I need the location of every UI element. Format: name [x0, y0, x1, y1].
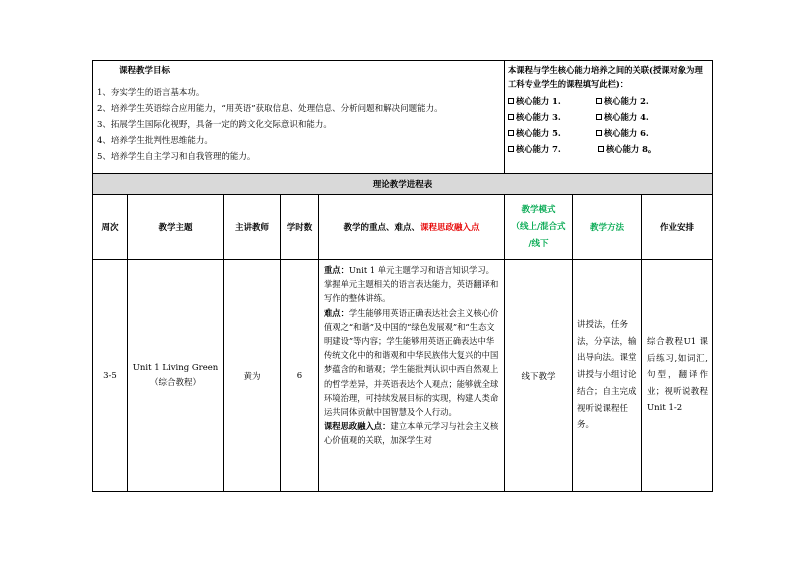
- core-ability-2[interactable]: 核心能力 2.: [596, 95, 686, 108]
- checkbox-icon[interactable]: [596, 130, 602, 136]
- cell-content: 重点：Unit 1 单元主题学习和语言知识学习。掌握单元主题相关的语言表达能力，英语翻译和写作的整体讲练。 难点：学生能够用英语正确表达社会主义核心价值观之“和谐”及中国的“绿色发展观”和“生态文明建设”等内容；学生能够用英语正确表达中华传统文化中的和谐观和中华民族伟大复兴的中国梦蕴含的和谐观；学生能批判认识中西自然观上的哲学差异，并英语表达个人观点；能够就全球环境治理，可持续发展目标的实现，构建人类命运共同体贡献中国智慧及个人行动。 课程思政融入点：建立本单元学习与社会主义核心价值观的关联，加深学生对: [319, 260, 505, 492]
- core-ability-8[interactable]: 核心能力 8。: [596, 143, 686, 156]
- checkbox-icon[interactable]: [508, 146, 514, 152]
- cell-teacher: 黄为: [224, 260, 281, 492]
- core-ability-7[interactable]: 核心能力 7.: [508, 143, 596, 156]
- header-topic: 教学主题: [128, 195, 224, 260]
- core-ability-4[interactable]: 核心能力 4.: [596, 111, 686, 124]
- header-mode: 教学模式 （线上/混合式 /线下: [505, 195, 573, 260]
- core-ability-1[interactable]: 核心能力 1.: [508, 95, 596, 108]
- schedule-table: [92, 173, 713, 492]
- header-week: 周次: [93, 195, 128, 260]
- checkbox-icon[interactable]: [508, 130, 514, 136]
- cell-topic: Unit 1 Living Green （综合教程）: [128, 260, 224, 492]
- cell-week: 3-5: [93, 260, 128, 492]
- objectives-title: 课程教学目标: [119, 66, 171, 76]
- checkbox-icon[interactable]: [508, 114, 514, 120]
- cell-homework: 综合教程U1 课后练习,如词汇,句型，翻译作业；视听说教程 Unit 1-2: [642, 260, 713, 492]
- objectives-cell: [93, 61, 505, 176]
- checkbox-icon[interactable]: [596, 98, 602, 104]
- header-content: 教学的重点、难点、课程思政融入点: [319, 195, 505, 260]
- objective-item-3: 3、拓展学生国际化视野，具备一定的跨文化交际意识和能力。: [97, 120, 332, 130]
- cell-hours: 6: [281, 260, 319, 492]
- cell-method: 讲授法，任务法，分享法，输出导向法。课堂讲授与小组讨论结合；自主完成视听说课程任务。: [573, 260, 642, 492]
- header-hours: 学时数: [281, 195, 319, 260]
- objective-item-2: 2、培养学生英语综合应用能力，“用英语”获取信息、处理信息、分析问题和解决问题能力。: [97, 104, 443, 114]
- header-homework: 作业安排: [642, 195, 713, 260]
- core-ability-cell: [505, 61, 713, 176]
- header-teacher: 主讲教师: [224, 195, 281, 260]
- cell-mode: 线下教学: [505, 260, 573, 492]
- table-row: [93, 260, 713, 492]
- core-ability-title: 本课程与学生核心能力培养之间的关联(授课对象为理工科专业学生的课程填写此栏)：: [508, 65, 703, 89]
- checkbox-icon[interactable]: [508, 98, 514, 104]
- schedule-title: 理论教学进程表: [93, 174, 713, 195]
- checkbox-icon[interactable]: [596, 114, 602, 120]
- checkbox-icon[interactable]: [598, 146, 604, 152]
- core-ability-6[interactable]: 核心能力 6.: [596, 127, 686, 140]
- objective-item-4: 4、培养学生批判性思维能力。: [97, 136, 213, 146]
- objective-item-5: 5、培养学生自主学习和自我管理的能力。: [97, 152, 256, 162]
- header-method: 教学方法: [573, 195, 642, 260]
- objective-item-1: 1、夯实学生的语言基本功。: [97, 88, 205, 98]
- core-ability-5[interactable]: 核心能力 5.: [508, 127, 596, 140]
- core-ability-grid: [508, 95, 709, 156]
- objectives-table: [92, 60, 713, 176]
- core-ability-3[interactable]: 核心能力 3.: [508, 111, 596, 124]
